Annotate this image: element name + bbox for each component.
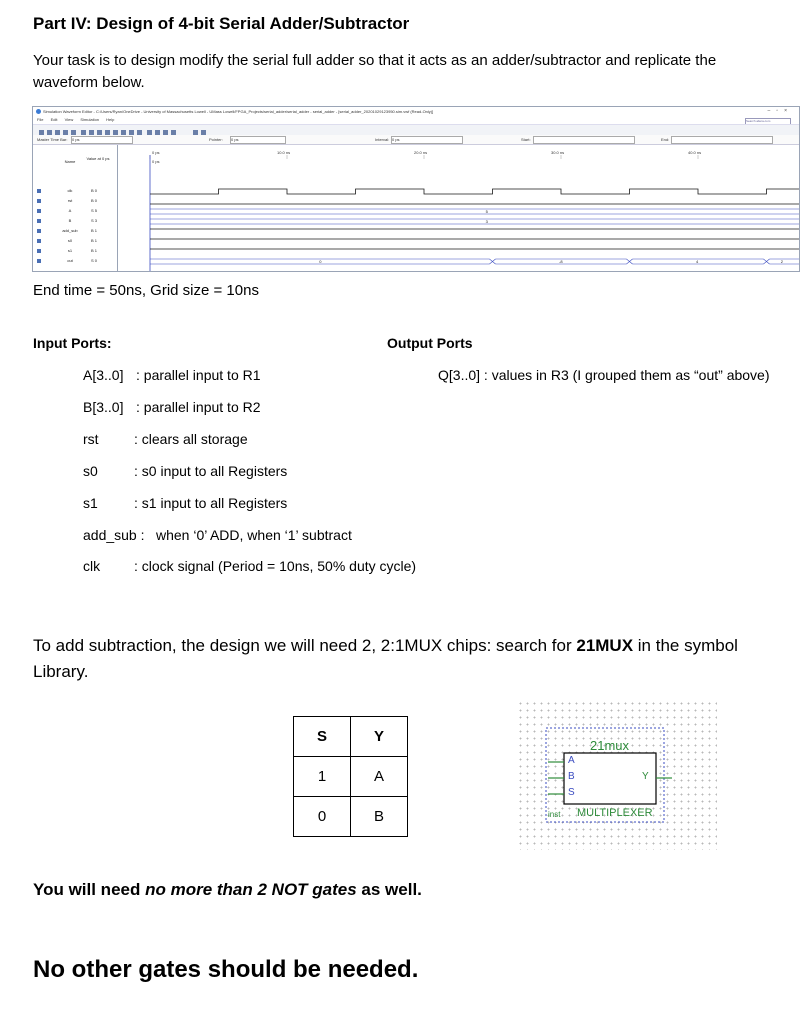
clk-wave: [150, 189, 799, 194]
signal-row[interactable]: [33, 257, 117, 265]
signal-type-icon: [37, 239, 41, 243]
name-header: Name: [64, 159, 76, 164]
menu-help[interactable]: Help: [106, 117, 115, 122]
signal-value: B 1: [91, 248, 98, 253]
mux-footer: MULTIPLEXER: [577, 807, 653, 819]
signal-name: clk: [67, 188, 73, 193]
mux-symbol: [517, 700, 717, 850]
signal-name: s1: [67, 248, 73, 253]
mux-instruction-pre: To add subtraction, the design we will need 2, 2:1MUX chips: search for: [33, 636, 577, 655]
port-desc-b: : parallel input to R2: [136, 399, 261, 415]
window-controls-icon[interactable]: –▫×: [767, 108, 793, 114]
interval-label: Interval:: [375, 137, 390, 142]
signal-row[interactable]: [33, 237, 117, 245]
intro-line-2: waveform below.: [33, 74, 145, 91]
port-desc-clk: : clock signal (Period = 10ns, 50% duty cycle): [134, 558, 417, 574]
out-bus-value: -8: [559, 259, 563, 264]
out-bus-segment: [633, 259, 770, 264]
signal-row[interactable]: [33, 247, 117, 255]
intro-line-1: Your task is to design modify the serial full adder so that it acts as an adder/subtractor and replicate the: [33, 52, 717, 69]
interval-field[interactable]: 0 ps: [391, 136, 463, 144]
mux-symbol-canvas: [517, 700, 717, 850]
final-statement: No other gates should be needed.: [33, 956, 419, 983]
signal-row[interactable]: [33, 187, 117, 195]
master-time-bar-label: Master Time Bar:: [37, 137, 68, 142]
a-bus-value: 5: [485, 209, 488, 214]
end-time-note: End time = 50ns, Grid size = 10ns: [33, 282, 259, 299]
port-name-s1: s1: [83, 495, 98, 511]
signal-value: S 5: [91, 208, 98, 213]
time-mark: 0 ps: [152, 150, 160, 155]
signal-type-icon: [37, 219, 41, 223]
signal-value: S 0: [91, 258, 98, 263]
signal-name: s0: [67, 238, 73, 243]
port-name-rst: rst: [83, 431, 99, 447]
mux-instruction-line2: Library.: [33, 662, 89, 681]
out-bus-segment: [496, 259, 633, 264]
app-icon: [36, 109, 41, 114]
port-desc-a: : parallel input to R1: [136, 367, 261, 383]
port-name-a: A[3..0]: [83, 367, 124, 383]
table-cell: A: [351, 757, 408, 797]
signal-type-icon: [37, 229, 41, 233]
pointer-label: Pointer:: [209, 137, 223, 142]
signal-value: S 3: [91, 218, 98, 223]
mux-title: 21mux: [590, 738, 630, 753]
port-desc-s1: : s1 input to all Registers: [134, 495, 288, 511]
pointer-field[interactable]: 0 ps: [230, 136, 286, 144]
mux-inst-label: inst: [548, 810, 561, 819]
waveform-svg: [117, 145, 799, 271]
port-name-b: B[3..0]: [83, 399, 124, 415]
out-bus-segment: [770, 259, 800, 264]
mux-instruction-bold: 21MUX: [576, 636, 634, 655]
end-label: End:: [661, 137, 670, 142]
value-header: Value at 0 ps: [86, 156, 110, 161]
waveform-editor: [32, 106, 800, 272]
signal-value: B 1: [91, 228, 98, 233]
not-gates-post: as well.: [356, 880, 422, 899]
mux-input-b: B: [568, 771, 575, 782]
start-label: Start:: [521, 137, 531, 142]
waveform-window-title: Simulation Waveform Editor - C:/Users/Ryan/OneDrive - University of Massachusetts Lowell - UMass Lowell/FPGA_Projects/serial_adder/serial_adder - serial_adder - [serial_adder_20201029123950.sim.vwf (Read-Only)]: [33, 107, 799, 116]
signal-value: B 1: [91, 238, 98, 243]
mux-input-s: S: [568, 787, 575, 798]
signal-value: B 0: [91, 188, 98, 193]
signal-name: A: [68, 208, 72, 213]
table-cell: 1: [294, 757, 351, 797]
mux-input-a: A: [568, 755, 575, 766]
out-bus-value: 2: [780, 259, 783, 264]
table-cell: B: [351, 797, 408, 837]
time-mark: 10.0 ns: [277, 150, 291, 155]
port-desc-s0: : s0 input to all Registers: [134, 463, 288, 479]
signal-type-icon: [37, 249, 41, 253]
output-port-q: Q[3..0] : values in R3 (I grouped them as “out” above): [438, 367, 770, 383]
port-desc-add-sub: when ‘0’ ADD, when ‘1’ subtract: [156, 527, 352, 543]
master-time-bar-field[interactable]: 0 ps: [71, 136, 133, 144]
out-bus-value: 4: [696, 259, 699, 264]
signal-type-icon: [37, 259, 41, 263]
b-bus-value: 3: [485, 219, 488, 224]
menu-view[interactable]: View: [64, 117, 74, 122]
signal-row[interactable]: [33, 217, 117, 225]
start-field[interactable]: [533, 136, 635, 144]
table-cell: 0: [294, 797, 351, 837]
menu-simulation[interactable]: Simulation: [80, 117, 100, 122]
signal-type-icon: [37, 199, 41, 203]
table-row: [294, 717, 408, 757]
truth-table: [293, 716, 408, 837]
port-name-s0: s0: [83, 463, 98, 479]
table-header-s: S: [294, 717, 351, 757]
end-field[interactable]: [671, 136, 773, 144]
page-title: Part IV: Design of 4-bit Serial Adder/Subtractor: [33, 14, 410, 33]
signal-row[interactable]: [33, 207, 117, 215]
signal-name: B: [68, 218, 72, 223]
signal-name-column: [33, 145, 118, 271]
waveform-menu-bar: [33, 116, 799, 124]
mux-instruction: [33, 632, 738, 660]
search-input[interactable]: Search altera.com: [745, 118, 791, 126]
signal-type-icon: [37, 209, 41, 213]
out-bus-value: 0: [319, 259, 322, 264]
signal-row[interactable]: [33, 197, 117, 205]
not-gates-note: [33, 880, 422, 900]
signal-name: out: [67, 258, 73, 263]
port-name-add-sub: add_sub :: [83, 527, 145, 543]
signal-type-icon: [37, 189, 41, 193]
port-name-clk: clk: [83, 558, 101, 574]
time-bar: [33, 135, 799, 145]
cursor-label: 0 ps: [152, 159, 160, 164]
waveform-area[interactable]: [117, 145, 799, 271]
mux-output-y: Y: [642, 771, 649, 782]
signal-name: rst: [67, 198, 73, 203]
table-row: [294, 797, 408, 837]
signal-row[interactable]: [33, 227, 117, 235]
not-gates-emph: no more than 2 NOT gates: [145, 880, 357, 899]
port-desc-rst: : clears all storage: [134, 431, 248, 447]
output-ports-heading: Output Ports: [387, 335, 473, 351]
mux-instruction-post: in the symbol: [633, 636, 738, 655]
table-header-y: Y: [351, 717, 408, 757]
time-mark: 40.0 ns: [688, 150, 702, 155]
not-gates-pre: You will need: [33, 880, 146, 899]
input-ports-heading: Input Ports:: [33, 335, 112, 351]
signal-value: B 0: [91, 198, 98, 203]
signal-name: add_sub: [62, 228, 78, 233]
menu-file[interactable]: File: [37, 117, 44, 122]
menu-edit[interactable]: Edit: [50, 117, 58, 122]
table-row: [294, 757, 408, 797]
time-mark: 20.0 ns: [414, 150, 428, 155]
out-bus-segment: [150, 259, 496, 264]
time-mark: 30.0 ns: [551, 150, 565, 155]
